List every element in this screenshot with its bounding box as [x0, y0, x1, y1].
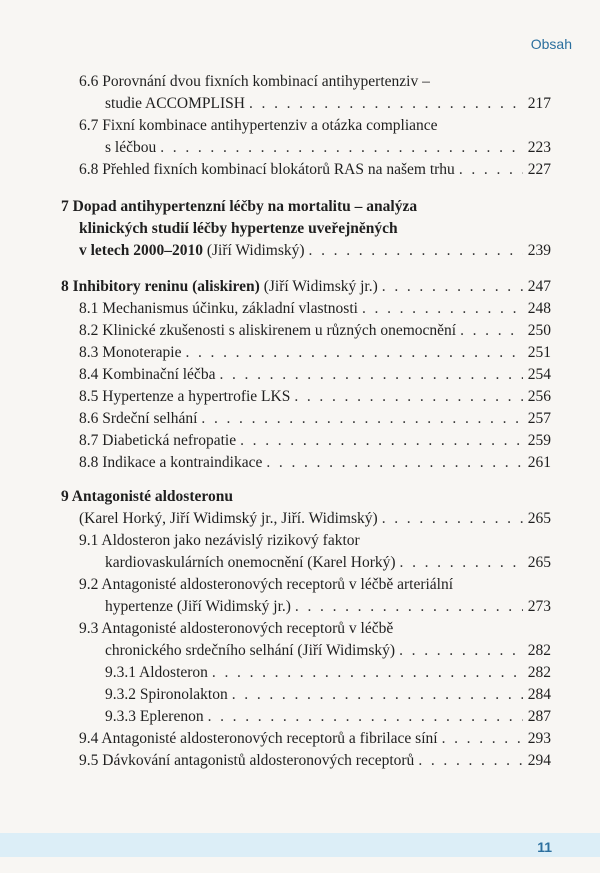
- page-ref: 248: [527, 300, 551, 317]
- toc-entry-9-5[interactable]: [79, 750, 551, 772]
- page-ref: 294: [527, 752, 551, 769]
- page-ref: 265: [527, 554, 551, 571]
- page-ref: 257: [527, 410, 551, 427]
- toc-entry-6-8[interactable]: [79, 159, 551, 181]
- dot-leader: [442, 728, 523, 750]
- page-ref: 293: [527, 730, 551, 747]
- toc-entry-6-6-cont[interactable]: [105, 93, 551, 115]
- entry-title: Monoterapie: [102, 344, 182, 361]
- entry-title: Fixní kombinace antihypertenziv a otázka compliance: [102, 117, 438, 134]
- page-ref: 259: [527, 432, 551, 449]
- page-ref: 227: [527, 161, 551, 178]
- entry-number: 8.7: [79, 432, 99, 449]
- dot-leader: [232, 684, 523, 706]
- page-ref: 282: [527, 664, 551, 681]
- entry-title: Aldosteron jako nezávislý rizikový faktor: [101, 532, 360, 549]
- entry-title: Dávkování antagonistů aldosteronových receptorů: [102, 752, 415, 769]
- page-ref: 282: [527, 642, 551, 659]
- entry-number: 9.3.1: [105, 664, 136, 681]
- toc-entry-6-6[interactable]: [79, 71, 430, 93]
- entry-number: 9.4: [79, 730, 99, 747]
- dot-leader: [460, 320, 523, 342]
- dot-leader: [249, 93, 523, 115]
- section-label: Obsah: [530, 36, 572, 52]
- dot-leader: [240, 430, 523, 452]
- entry-title: Aldosteron: [139, 664, 208, 681]
- toc-entry-8-4[interactable]: [79, 364, 551, 386]
- footer-band: [0, 833, 600, 857]
- page-ref: 239: [527, 242, 551, 259]
- toc-entry-9-1[interactable]: [79, 530, 360, 552]
- toc-entry-9-3-1[interactable]: [105, 662, 551, 684]
- entry-number: 9.3.3: [105, 708, 136, 725]
- dot-leader: [219, 364, 523, 386]
- toc-entry-9-3-2[interactable]: [105, 684, 551, 706]
- dot-leader: [399, 640, 523, 662]
- dot-leader: [382, 276, 523, 298]
- page-ref: 250: [527, 322, 551, 339]
- dot-leader: [459, 159, 523, 181]
- entry-number: 8.4: [79, 366, 99, 383]
- page-number: 11: [537, 839, 552, 855]
- page-ref: 254: [527, 366, 551, 383]
- dot-leader: [400, 552, 523, 574]
- page-ref: 273: [527, 598, 551, 615]
- entry-title: Antagonisté aldosteronových receptorů a fibrilace síní: [101, 730, 438, 747]
- toc-entry-9-2[interactable]: [79, 574, 453, 596]
- dot-leader: [294, 386, 523, 408]
- entry-title: chronického srdečního selhání (Jiří Widimský): [105, 642, 396, 659]
- dot-leader: [362, 298, 523, 320]
- entry-title: Indikace a kontraindikace: [102, 454, 263, 471]
- entry-number: 6.8: [79, 161, 99, 178]
- page-ref: 265: [527, 510, 551, 527]
- entry-title: Porovnání dvou fixních kombinací antihypertenziv –: [102, 73, 430, 90]
- entry-title: Antagonisté aldosteronových receptorů v léčbě arteriální: [101, 576, 454, 593]
- entry-number: 8.2: [79, 322, 99, 339]
- toc-entry-chapter-9-authors[interactable]: [79, 508, 551, 530]
- entry-number: 9.5: [79, 752, 99, 769]
- entry-title: kardiovaskulárních onemocnění (Karel Horký): [105, 554, 396, 571]
- entry-title: v letech 2000–2010: [79, 242, 203, 259]
- entry-author: (Karel Horký, Jiří Widimský jr., Jiří. Widimský): [79, 510, 378, 527]
- entry-number: 6.6: [79, 73, 99, 90]
- entry-number: 8.3: [79, 344, 99, 361]
- entry-title: Spironolakton: [139, 686, 228, 703]
- page-ref: 223: [527, 139, 551, 156]
- page-ref: 284: [527, 686, 551, 703]
- toc-entry-chapter-8[interactable]: [61, 276, 551, 298]
- toc-entry-9-3-3[interactable]: [105, 706, 551, 728]
- page-ref: 261: [527, 454, 551, 471]
- entry-title: Eplerenon: [139, 708, 204, 725]
- entry-title: 8 Inhibitory reninu (aliskiren): [61, 278, 260, 295]
- entry-author: (Jiří Widimský): [206, 242, 305, 259]
- entry-number: 8.5: [79, 388, 99, 405]
- entry-number: 8.6: [79, 410, 99, 427]
- entry-title: s léčbou: [105, 139, 157, 156]
- dot-leader: [382, 508, 523, 530]
- entry-title: Kombinační léčba: [102, 366, 216, 383]
- toc-entry-8-5[interactable]: [79, 386, 551, 408]
- page-ref: 287: [527, 708, 551, 725]
- entry-title: Mechanismus účinku, základní vlastnosti: [102, 300, 358, 317]
- toc-entry-6-7[interactable]: [79, 115, 438, 137]
- chapter-7-title-cont[interactable]: klinických studií léčby hypertenze uveřejněných: [79, 220, 398, 237]
- toc-entry-9-2-cont[interactable]: [105, 596, 551, 618]
- entry-number: 9.3.2: [105, 686, 136, 703]
- toc-entry-8-3[interactable]: [79, 342, 551, 364]
- toc-entry-6-7-cont[interactable]: [105, 137, 551, 159]
- entry-title: Srdeční selhání: [102, 410, 198, 427]
- dot-leader: [208, 706, 523, 728]
- page-ref: 251: [527, 344, 551, 361]
- entry-number: 8.1: [79, 300, 99, 317]
- entry-number: 9.2: [79, 576, 99, 593]
- dot-leader: [201, 408, 523, 430]
- page-ref: 217: [527, 95, 551, 112]
- dot-leader: [295, 596, 523, 618]
- entry-title: Přehled fixních kombinací blokátorů RAS na našem trhu: [102, 161, 455, 178]
- entry-number: 9.1: [79, 532, 99, 549]
- dot-leader: [212, 662, 523, 684]
- page-ref: 256: [527, 388, 551, 405]
- dot-leader: [309, 240, 523, 262]
- toc-entry-8-8[interactable]: [79, 452, 551, 474]
- chapter-9-title[interactable]: 9 Antagonisté aldosteronu: [61, 488, 233, 505]
- toc-entry-8-7[interactable]: [79, 430, 551, 452]
- dot-leader: [160, 137, 523, 159]
- entry-title: Antagonisté aldosteronových receptorů v léčbě: [101, 620, 394, 637]
- toc-entry-8-1[interactable]: [79, 298, 551, 320]
- toc-entry-9-3-cont[interactable]: [105, 640, 551, 662]
- entry-number: 6.7: [79, 117, 99, 134]
- chapter-7-title[interactable]: 7 Dopad antihypertenzní léčby na mortalitu – analýza: [61, 198, 418, 215]
- entry-title: Hypertenze a hypertrofie LKS: [102, 388, 291, 405]
- toc-entry-9-4[interactable]: [79, 728, 551, 750]
- dot-leader: [418, 750, 523, 772]
- dot-leader: [266, 452, 523, 474]
- entry-number: 8.8: [79, 454, 99, 471]
- toc-entry-9-1-cont[interactable]: [105, 552, 551, 574]
- toc-entry-9-3[interactable]: [79, 618, 393, 640]
- entry-title: studie ACCOMPLISH: [105, 95, 245, 112]
- page-ref: 247: [527, 278, 551, 295]
- toc-entry-8-6[interactable]: [79, 408, 551, 430]
- entry-title: hypertenze (Jiří Widimský jr.): [105, 598, 291, 615]
- toc-entry-8-2[interactable]: [79, 320, 551, 342]
- dot-leader: [185, 342, 523, 364]
- entry-number: 9.3: [79, 620, 99, 637]
- entry-author: (Jiří Widimský jr.): [263, 278, 378, 295]
- entry-title: Klinické zkušenosti s aliskirenem u různých onemocnění: [102, 322, 457, 339]
- toc-entry-chapter-7[interactable]: [79, 240, 551, 262]
- entry-title: Diabetická nefropatie: [102, 432, 237, 449]
